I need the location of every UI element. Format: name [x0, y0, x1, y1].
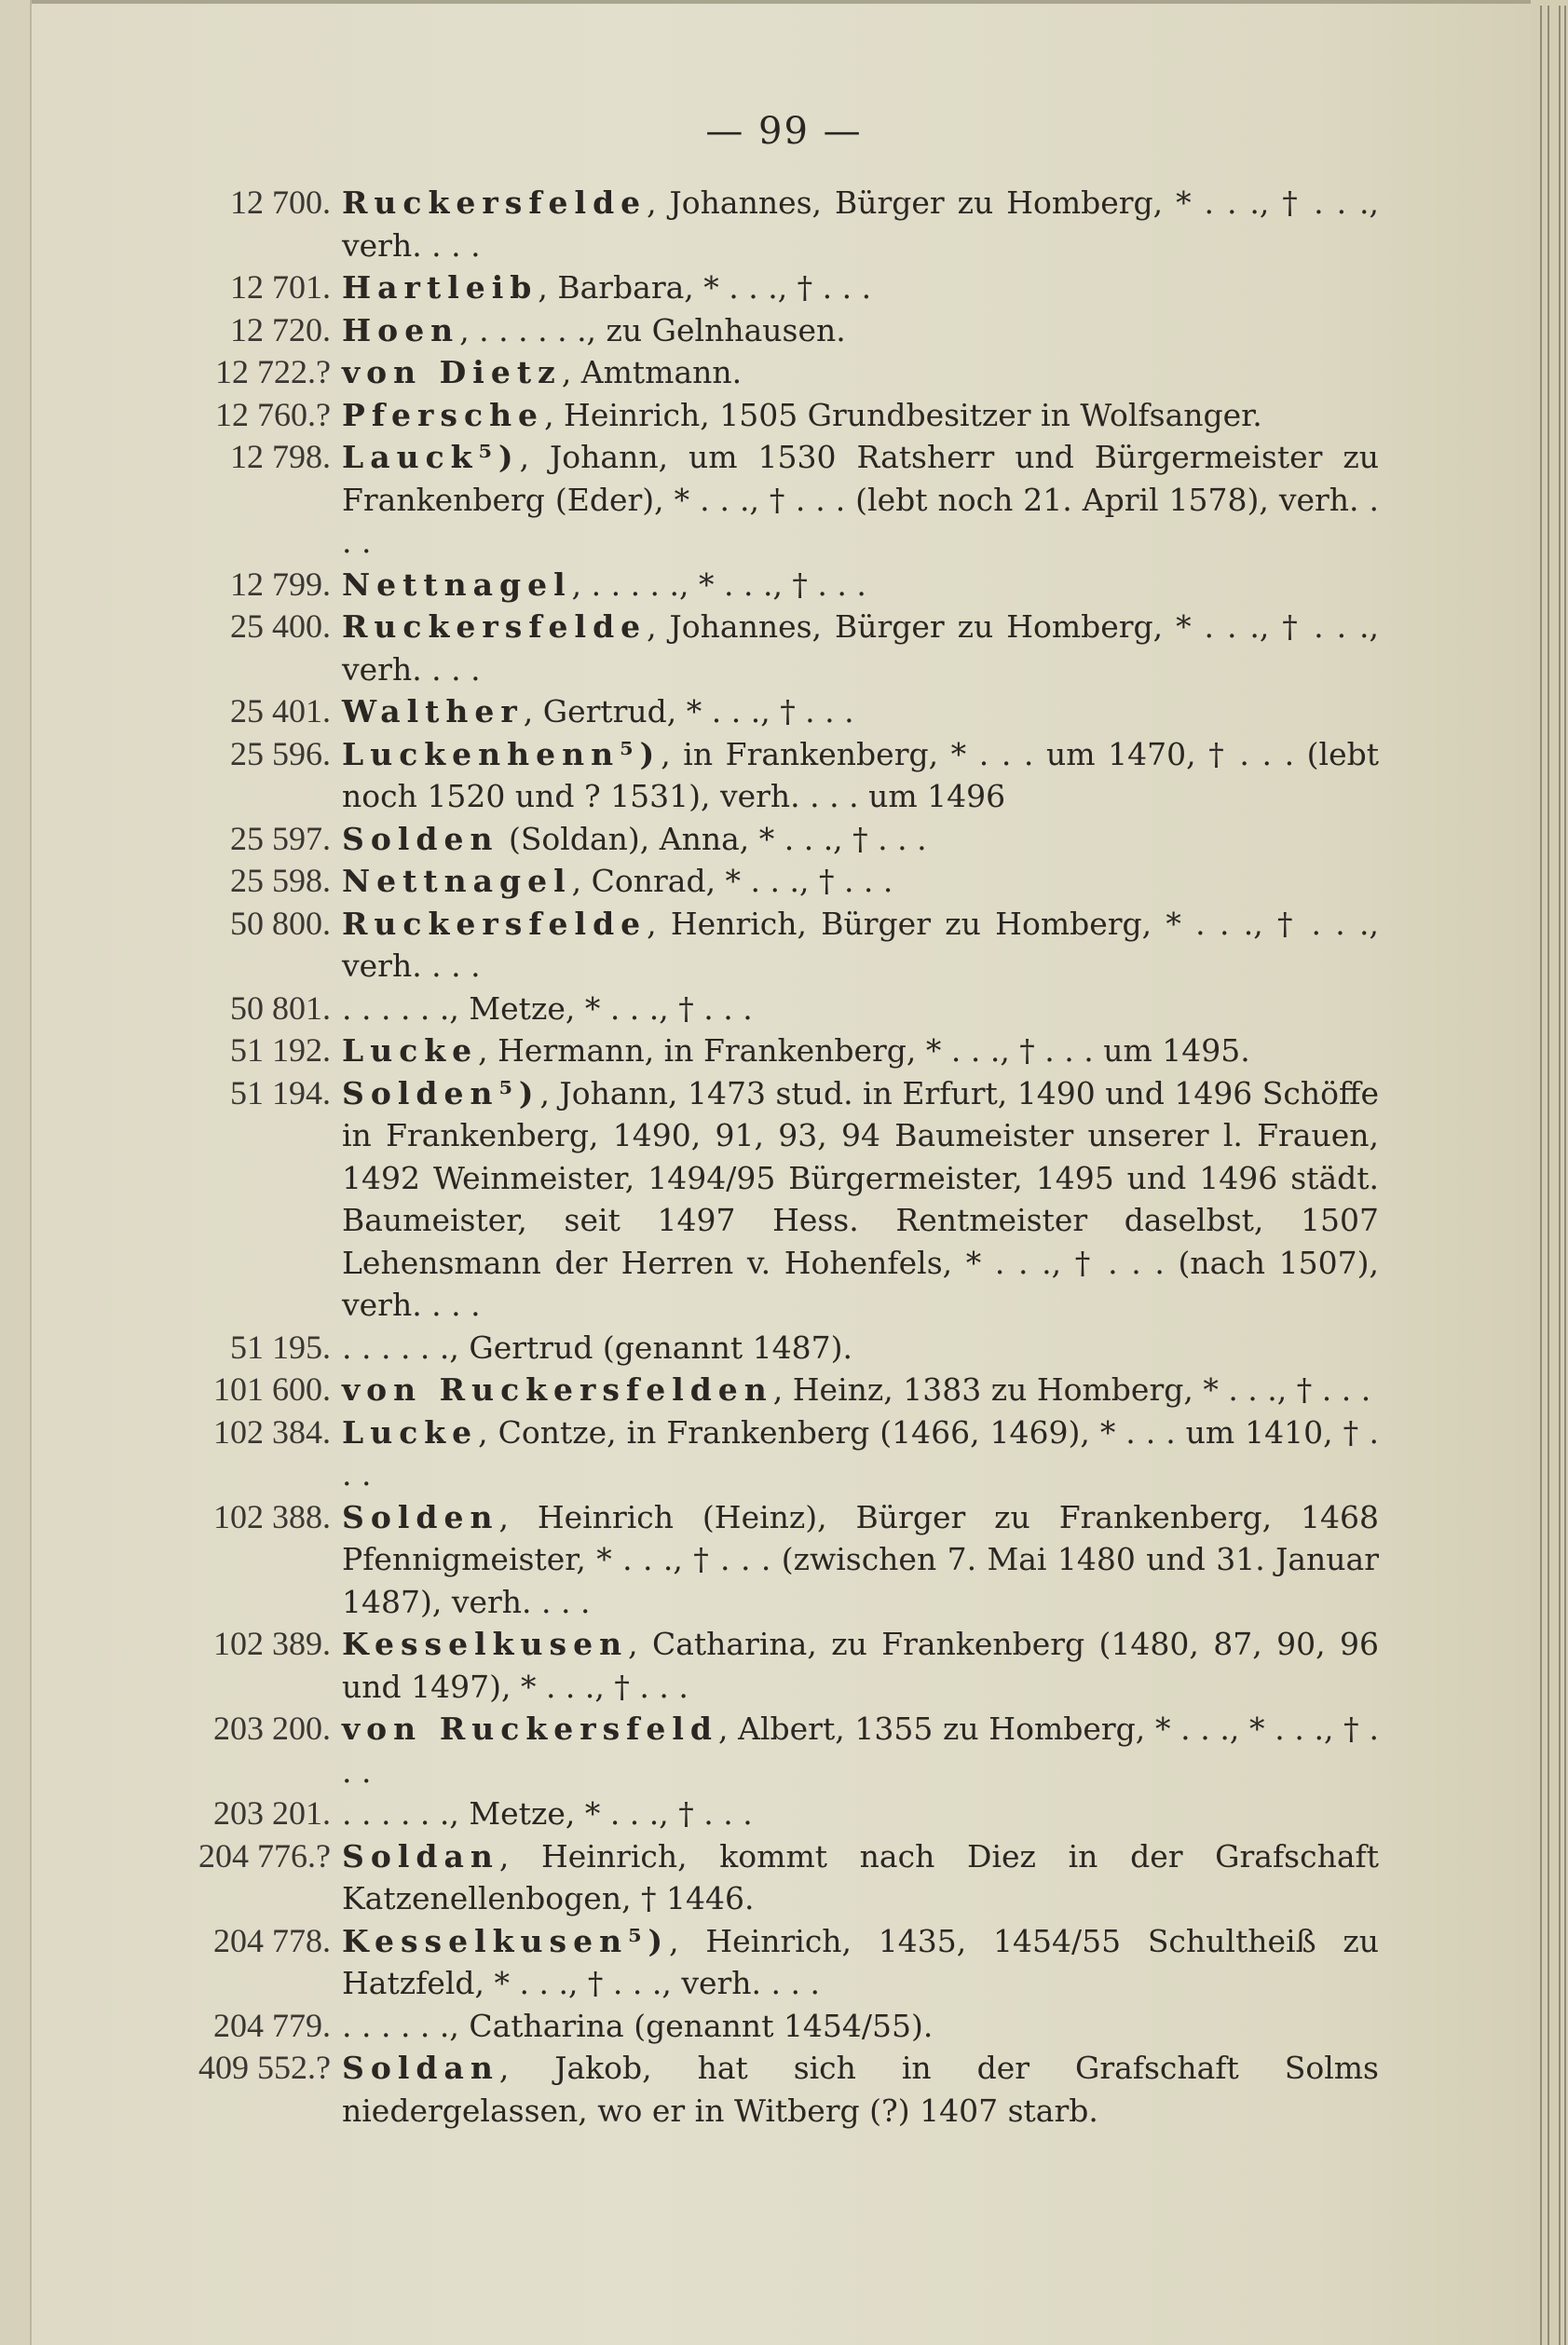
entry-details: . . . . . ., Metze, * . . ., † . . . [342, 989, 753, 1027]
entry-details: , Hermann, in Frankenberg, * . . ., † . . . um 1495. [478, 1032, 1250, 1069]
entry-details: , in Frankenberg, * . . . um 1470, † . . . (lebt noch 1520 und ? 1531), verh. . . . um 1496 [342, 735, 1379, 814]
surname: von Dietz [342, 354, 562, 390]
entry-text [342, 266, 1379, 309]
entry-details: , Heinrich (Heinz), Bürger zu Frankenberg, 1468 Pfennigmeister, * . . ., † . . . (zwischen 7. Mai 1480 und 31. Januar 1487), verh. . . . [342, 1498, 1379, 1620]
ancestor-number: 51 195. [230, 1328, 331, 1366]
entry-text [342, 1623, 1379, 1708]
entry-text [342, 309, 1379, 352]
genealogy-entry [177, 351, 1379, 394]
ancestor-number: 102 388. [213, 1497, 331, 1535]
genealogy-entry [177, 436, 1379, 564]
book-binding-edges [1531, 0, 1568, 2345]
surname: Solden [342, 1498, 499, 1535]
entry-text [342, 564, 1379, 607]
ancestor-number: 102 384. [213, 1412, 331, 1451]
genealogy-entry [177, 564, 1379, 607]
genealogy-entry [177, 1029, 1379, 1072]
entry-text [342, 351, 1379, 394]
entry-details: , . . . . ., * . . ., † . . . [571, 566, 866, 603]
surname: Kesselkusen⁵) [342, 1922, 670, 1959]
genealogy-entry [177, 1708, 1379, 1793]
surname: Luckenhenn⁵) [342, 735, 661, 772]
genealogy-entry [177, 690, 1379, 733]
entry-text [342, 606, 1379, 690]
page-number: — 99 — [705, 110, 863, 153]
genealogy-entry [177, 1369, 1379, 1411]
ancestor-number: 12 701. [230, 268, 331, 306]
genealogy-entry [177, 733, 1379, 818]
genealogy-entry [177, 1793, 1379, 1835]
ancestor-number: 203 200. [213, 1710, 331, 1747]
entry-details: , Johannes, Bürger zu Homberg, * . . ., † . . ., verh. . . . [342, 608, 1379, 688]
genealogy-entry [177, 903, 1379, 988]
entry-text [342, 1835, 1379, 1920]
surname: Solden⁵) [342, 1074, 540, 1111]
entry-text [342, 1029, 1379, 1072]
ancestor-number: 51 194. [230, 1073, 331, 1111]
entry-details: , Heinrich, kommt nach Diez in der Grafschaft Katzenellenbogen, † 1446. [342, 1837, 1379, 1916]
ancestor-number: 51 192. [230, 1031, 331, 1069]
entry-details: (Soldan), Anna, * . . ., † . . . [498, 820, 927, 857]
ancestor-number: 12 799. [230, 565, 331, 603]
entry-details: , Heinrich, 1505 Grundbesitzer in Wolfsanger. [544, 396, 1262, 433]
genealogy-entry [177, 1072, 1379, 1327]
genealogy-entry [177, 1496, 1379, 1624]
entry-text [342, 1411, 1379, 1496]
ancestor-number: 12 720. [230, 310, 331, 348]
entry-details: , Heinz, 1383 zu Homberg, * . . ., † . . . [772, 1371, 1371, 1408]
genealogy-entry [177, 2047, 1379, 2132]
surname: Walther [342, 693, 524, 729]
entry-details: , Conrad, * . . ., † . . . [571, 863, 893, 899]
ancestor-number: 25 597. [230, 819, 331, 857]
ancestor-number: 102 389. [213, 1625, 331, 1662]
genealogy-entry [177, 1411, 1379, 1496]
entry-text [342, 182, 1379, 266]
genealogy-entry [177, 1920, 1379, 2005]
entry-details: , Jakob, hat sich in der Grafschaft Solms niedergelassen, wo er in Witberg (?) 1407 starb. [342, 2050, 1379, 2129]
entry-text [342, 988, 1379, 1030]
genealogy-entry [177, 266, 1379, 309]
ancestor-number: 12 722.? [215, 353, 331, 390]
ancestor-number: 204 779. [213, 2006, 331, 2044]
entry-details: . . . . . ., Gertrud (genannt 1487). [342, 1329, 852, 1366]
page-top-edge [32, 0, 1531, 4]
entry-details: , Albert, 1355 zu Homberg, * . . ., * . . ., † . . . [342, 1711, 1379, 1790]
entry-details: , Gertrud, * . . ., † . . . [523, 693, 854, 729]
genealogy-entry [177, 606, 1379, 690]
ancestor-number: 12 700. [230, 184, 331, 221]
ancestor-number: 204 776.? [198, 1836, 331, 1875]
ancestor-number: 25 596. [230, 734, 331, 772]
surname: Lauck⁵) [342, 439, 520, 475]
surname: Kesselkusen [342, 1626, 629, 1662]
entry-details: , Amtmann. [561, 354, 743, 390]
ancestor-number: 50 800. [230, 904, 331, 942]
surname: Soldan [342, 1837, 499, 1875]
surname: von Ruckersfelden [342, 1371, 773, 1408]
entry-details: , Catharina, zu Frankenberg (1480, 87, 90, 96 und 1497), * . . ., † . . . [342, 1626, 1379, 1705]
entry-text [342, 436, 1379, 564]
genealogy-entry-list [177, 182, 1379, 2132]
adjacent-page-edge [0, 0, 32, 2345]
entry-details: , . . . . . ., zu Gelnhausen. [459, 311, 846, 348]
genealogy-entry [177, 394, 1379, 437]
surname: Lucke [342, 1032, 479, 1069]
surname: Ruckersfelde [342, 608, 648, 645]
entry-text [342, 1793, 1379, 1835]
surname: Pfersche [342, 396, 545, 433]
surname: Hoen [342, 311, 460, 348]
genealogy-entry [177, 309, 1379, 352]
entry-text [342, 1708, 1379, 1793]
surname: Ruckersfelde [342, 905, 648, 942]
entry-text [342, 1369, 1379, 1411]
entry-text [342, 733, 1379, 818]
surname: von Ruckersfeld [342, 1711, 718, 1747]
entry-text [342, 818, 1379, 861]
surname: Nettnagel [342, 566, 572, 603]
surname: Nettnagel [342, 863, 572, 899]
genealogy-entry [177, 860, 1379, 903]
genealogy-entry [177, 1327, 1379, 1370]
surname: Soldan [342, 2050, 499, 2086]
surname: Lucke [342, 1413, 479, 1451]
entry-text [342, 903, 1379, 988]
entry-text [342, 1920, 1379, 2005]
entry-details: , Barbara, * . . ., † . . . [538, 269, 872, 306]
ancestor-number: 204 778. [213, 1921, 331, 1959]
genealogy-entry [177, 1835, 1379, 1920]
entry-details: , Johann, 1473 stud. in Erfurt, 1490 und 1496 Schöffe in Frankenberg, 1490, 91, 93, 94 Baumeister unserer l. Frauen, 1492 Weinmeister, 1494/95 Bürgermeister, 1495 und 1496 städt. Baumeister, seit 1497 Hess. Rentmeister daselbst, 1507 Lehensmann der Herren v. Hohenfels, * . . ., † . . . (nach 1507), verh. . . . [342, 1074, 1379, 1323]
entry-details: , Johannes, Bürger zu Homberg, * . . ., † . . ., verh. . . . [342, 184, 1379, 264]
ancestor-number: 12 798. [230, 438, 331, 475]
entry-details: , Heinrich, 1435, 1454/55 Schultheiß zu Hatzfeld, * . . ., † . . ., verh. . . . [342, 1922, 1379, 2001]
genealogy-entry [177, 988, 1379, 1030]
ancestor-number: 203 201. [213, 1794, 331, 1832]
ancestor-number: 12 760.? [215, 395, 331, 433]
entry-details: , Johann, um 1530 Ratsherr und Bürgermeister zu Frankenberg (Eder), * . . ., † . . . (lebt noch 21. April 1578), verh. . . . [342, 439, 1379, 560]
entry-text [342, 1496, 1379, 1624]
entry-text [342, 1072, 1379, 1327]
genealogy-entry [177, 182, 1379, 266]
genealogy-entry [177, 2005, 1379, 2048]
entry-details: . . . . . ., Catharina (genannt 1454/55). [342, 2007, 934, 2044]
genealogy-entry [177, 1623, 1379, 1708]
entry-text [342, 2005, 1379, 2048]
entry-details: , Henrich, Bürger zu Homberg, * . . ., † . . ., verh. . . . [342, 905, 1379, 984]
genealogy-entry [177, 818, 1379, 861]
ancestor-number: 25 401. [230, 692, 331, 729]
entry-text [342, 860, 1379, 903]
entry-text [342, 394, 1379, 437]
entry-text [342, 1327, 1379, 1370]
surname: Solden [342, 820, 499, 857]
entry-text [342, 690, 1379, 733]
ancestor-number: 25 400. [230, 607, 331, 645]
ancestor-number: 409 552.? [198, 2049, 331, 2086]
entry-text [342, 2047, 1379, 2132]
ancestor-number: 25 598. [230, 862, 331, 899]
ancestor-number: 101 600. [213, 1370, 331, 1408]
surname: Ruckersfelde [342, 184, 648, 221]
ancestor-number: 50 801. [230, 988, 331, 1027]
surname: Hartleib [342, 269, 539, 306]
entry-details: . . . . . ., Metze, * . . ., † . . . [342, 1795, 753, 1832]
entry-details: , Contze, in Frankenberg (1466, 1469), * . . . um 1410, † . . . [342, 1413, 1379, 1493]
